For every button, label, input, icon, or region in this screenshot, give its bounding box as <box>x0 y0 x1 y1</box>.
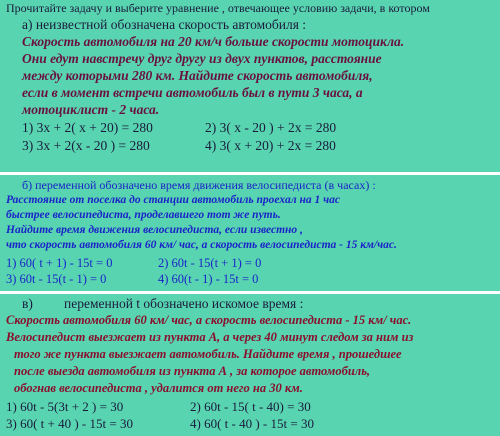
task-a-text-line: Они едут навстречу друг другу из двух пунктов, расстояние <box>22 51 382 66</box>
task-c-text-line: после выезда автомобиля из пункта А , за которое автомобиль, <box>14 364 371 378</box>
task-c-option-3[interactable]: 3) 60( t + 40 ) - 15t = 30 <box>6 416 133 431</box>
task-c-heading: переменной t обозначено искомое время : <box>64 296 304 311</box>
task-c-text-line: Скорость автомобиля 60 км/ час, а скорость велосипедиста - 15 км/ час. <box>6 313 412 327</box>
separator <box>0 291 500 294</box>
task-b-text-line: Расстояние от поселка до станции автомобиль проехал на 1 час <box>6 194 341 206</box>
task-c-label: в) <box>22 296 33 311</box>
task-a-option-2[interactable]: 2) 3( x - 20 ) + 2x = 280 <box>205 120 337 135</box>
task-c-text-line: того же пункта выезжает автомобиль. Найдите время , прошедшее <box>14 347 402 361</box>
task-a-text-line: между которыми 280 км. Найдите скорость автомобиля, <box>22 68 373 83</box>
task-c-option-1[interactable]: 1) 60t - 5(3t + 2 ) = 30 <box>6 399 124 414</box>
task-a-heading: а) неизвестной обозначена скорость автомобиля : <box>22 17 307 32</box>
task-b-text-line: Найдите время движения велосипедиста, если известно , <box>6 224 303 236</box>
task-a-text-line: мотоциклист - 2 часа. <box>22 102 160 117</box>
task-a-option-3[interactable]: 3) 3x + 2(x - 20 ) = 280 <box>22 138 150 153</box>
task-b-option-3[interactable]: 3) 60t - 15(t - 1) = 0 <box>6 272 107 286</box>
instruction-text: Прочитайте задачу и выберите уравнение , отвечающее условию задачи, в котором <box>6 1 430 15</box>
task-b-text-line: что скорость автомобиля 60 км/ час, а скорость велосипедиста - 15 км/час. <box>6 239 397 251</box>
separator <box>0 172 500 175</box>
task-a-option-1[interactable]: 1) 3x + 2( x + 20) = 280 <box>22 120 153 135</box>
task-b-heading: б) переменной обозначено время движения велосипедиста (в часах) : <box>22 178 376 192</box>
task-c-text-line: обогнав велосипедиста , удалится от него на 30 км. <box>14 381 303 395</box>
task-b-option-1[interactable]: 1) 60( t + 1) - 15t = 0 <box>6 256 113 270</box>
task-c-text-line: Велосипедист выезжает из пункта А, а через 40 минут следом за ним из <box>6 330 414 344</box>
task-a-option-4[interactable]: 4) 3( x + 20) + 2x = 280 <box>205 138 336 153</box>
task-b-option-2[interactable]: 2) 60t - 15(t + 1) = 0 <box>158 256 262 270</box>
task-b-text-line: быстрее велосипедиста, проделавшего тот же путь. <box>6 209 281 221</box>
task-c-option-2[interactable]: 2) 60t - 15( t - 40) = 30 <box>190 399 311 414</box>
task-a-text-line: если в момент встречи автомобиль был в пути 3 часа, а <box>22 85 363 100</box>
task-c-option-4[interactable]: 4) 60( t - 40 ) - 15t = 30 <box>190 416 314 431</box>
task-b-option-4[interactable]: 4) 60(t - 1) - 15t = 0 <box>158 272 259 286</box>
task-a-text-line: Скорость автомобиля на 20 км/ч больше скорости мотоцикла. <box>22 34 405 49</box>
